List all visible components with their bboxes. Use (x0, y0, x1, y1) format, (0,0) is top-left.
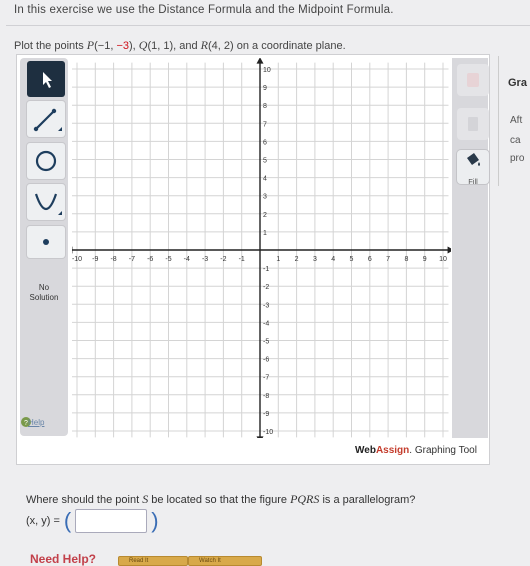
paint-bucket-icon (457, 150, 489, 174)
parabola-tool-button[interactable] (27, 184, 65, 220)
question-text (26, 492, 415, 507)
y-tick-label: 10 (263, 67, 271, 74)
p-close: ), (129, 40, 139, 52)
x-axis-arrow-right (448, 247, 451, 254)
y-tick-label: -7 (263, 375, 269, 382)
q-coords: (1, 1), and (147, 40, 200, 52)
x-tick-label: 9 (423, 256, 427, 263)
webassign-brand (355, 445, 477, 456)
intro-text: In this exercise we use the Distance Formula and the Midpoint Formula. (14, 4, 394, 16)
y-tick-label: 9 (263, 85, 267, 92)
brand-web: Web (355, 445, 376, 456)
x-tick-label: 8 (404, 256, 408, 263)
side-text-line-1: Aft (510, 115, 522, 126)
x-tick-label: 10 (439, 256, 447, 263)
y-tick-label: 7 (263, 121, 267, 128)
side-text-line-2: ca (510, 135, 521, 146)
x-tick-label: 1 (276, 256, 280, 263)
x-tick-label: -4 (184, 256, 190, 263)
point-s: S (142, 492, 148, 506)
y-axis-arrow-up (257, 58, 264, 64)
plot-suffix: on a coordinate plane. (234, 40, 346, 52)
watch-it-button[interactable] (188, 556, 262, 566)
x-tick-label: 3 (313, 256, 317, 263)
p-open: ( (94, 40, 98, 52)
read-it-button[interactable] (118, 556, 188, 566)
question-mid: be located so that the figure (148, 494, 290, 506)
x-tick-label: -9 (92, 256, 98, 263)
brand-assign: Assign (376, 445, 409, 456)
x-tick-label: -3 (202, 256, 208, 263)
x-tick-label: -2 (220, 256, 226, 263)
x-tick-label: -7 (129, 256, 135, 263)
circle-icon (27, 143, 65, 179)
p-label: P (87, 38, 94, 52)
p-x: −1 (98, 40, 111, 52)
x-tick-label: -1 (239, 256, 245, 263)
y-tick-label: 8 (263, 103, 267, 110)
x-tick-label: 6 (368, 256, 372, 263)
y-tick-label: -1 (263, 266, 269, 273)
question-suffix: is a parallelogram? (319, 494, 415, 506)
p-y: −3 (116, 40, 129, 52)
q-label: Q (139, 38, 148, 52)
fill-label: Fill (461, 177, 485, 186)
answer-label: (x, y) = (26, 515, 60, 527)
x-tick-label: 4 (331, 256, 335, 263)
p-sep: , (110, 40, 116, 52)
eraser-icon (457, 64, 489, 96)
coordinate-plane[interactable] (72, 58, 451, 438)
y-tick-label: 5 (263, 158, 267, 165)
x-tick-label: 5 (350, 256, 354, 263)
read-it-label: Read It (129, 558, 148, 564)
x-tick-label: 7 (386, 256, 390, 263)
y-tick-label: 6 (263, 139, 267, 146)
no-solution-button[interactable]: No Solution (24, 283, 64, 303)
figure-pqrs: PQRS (290, 492, 319, 506)
side-text-line-3: pro (510, 153, 524, 164)
need-help-label: Need Help? (30, 552, 96, 566)
close-paren: ) (151, 508, 158, 534)
circle-tool-button[interactable] (27, 143, 65, 179)
y-tick-label: -4 (263, 320, 269, 327)
line-segment-icon (27, 101, 65, 137)
x-tick-label: -6 (147, 256, 153, 263)
trash-tool-button[interactable] (457, 108, 489, 140)
y-tick-label: -2 (263, 284, 269, 291)
pointer-icon (27, 61, 65, 97)
watch-it-label: Watch It (199, 558, 221, 564)
answer-row (26, 509, 163, 533)
svg-text:?: ? (24, 420, 28, 427)
line-tool-button[interactable] (27, 101, 65, 137)
r-coords: (4, 2) (208, 40, 234, 52)
parabola-icon (27, 184, 65, 220)
open-paren: ( (64, 508, 71, 534)
plot-prefix: Plot the points (14, 40, 87, 52)
x-tick-label: -8 (110, 256, 116, 263)
r-label: R (201, 38, 208, 52)
y-tick-label: -9 (263, 411, 269, 418)
trash-icon (457, 108, 489, 140)
y-tick-label: -10 (263, 429, 273, 436)
graph-canvas[interactable] (72, 58, 451, 438)
pointer-tool-button[interactable] (27, 61, 65, 97)
y-tick-label: 2 (263, 212, 267, 219)
help-link[interactable]: Help (28, 418, 44, 427)
x-tick-label: -5 (165, 256, 171, 263)
divider (6, 25, 530, 26)
x-tick-label: -10 (72, 256, 82, 263)
y-tick-label: -3 (263, 302, 269, 309)
y-tick-label: -5 (263, 339, 269, 346)
question-prefix: Where should the point (26, 494, 142, 506)
answer-input[interactable] (75, 509, 147, 533)
y-tick-label: -8 (263, 393, 269, 400)
y-tick-label: -6 (263, 357, 269, 364)
y-tick-label: 1 (263, 230, 267, 237)
plot-instruction (14, 38, 346, 53)
x-tick-label: 2 (295, 256, 299, 263)
y-tick-label: 4 (263, 176, 267, 183)
y-axis-arrow-down (257, 436, 264, 438)
point-tool-button[interactable] (27, 226, 65, 258)
y-tick-label: 3 (263, 194, 267, 201)
point-icon (27, 226, 65, 258)
brand-tool: . Graphing Tool (409, 445, 477, 456)
delete-tool-button[interactable] (457, 64, 489, 96)
side-heading: Gra (508, 77, 527, 89)
